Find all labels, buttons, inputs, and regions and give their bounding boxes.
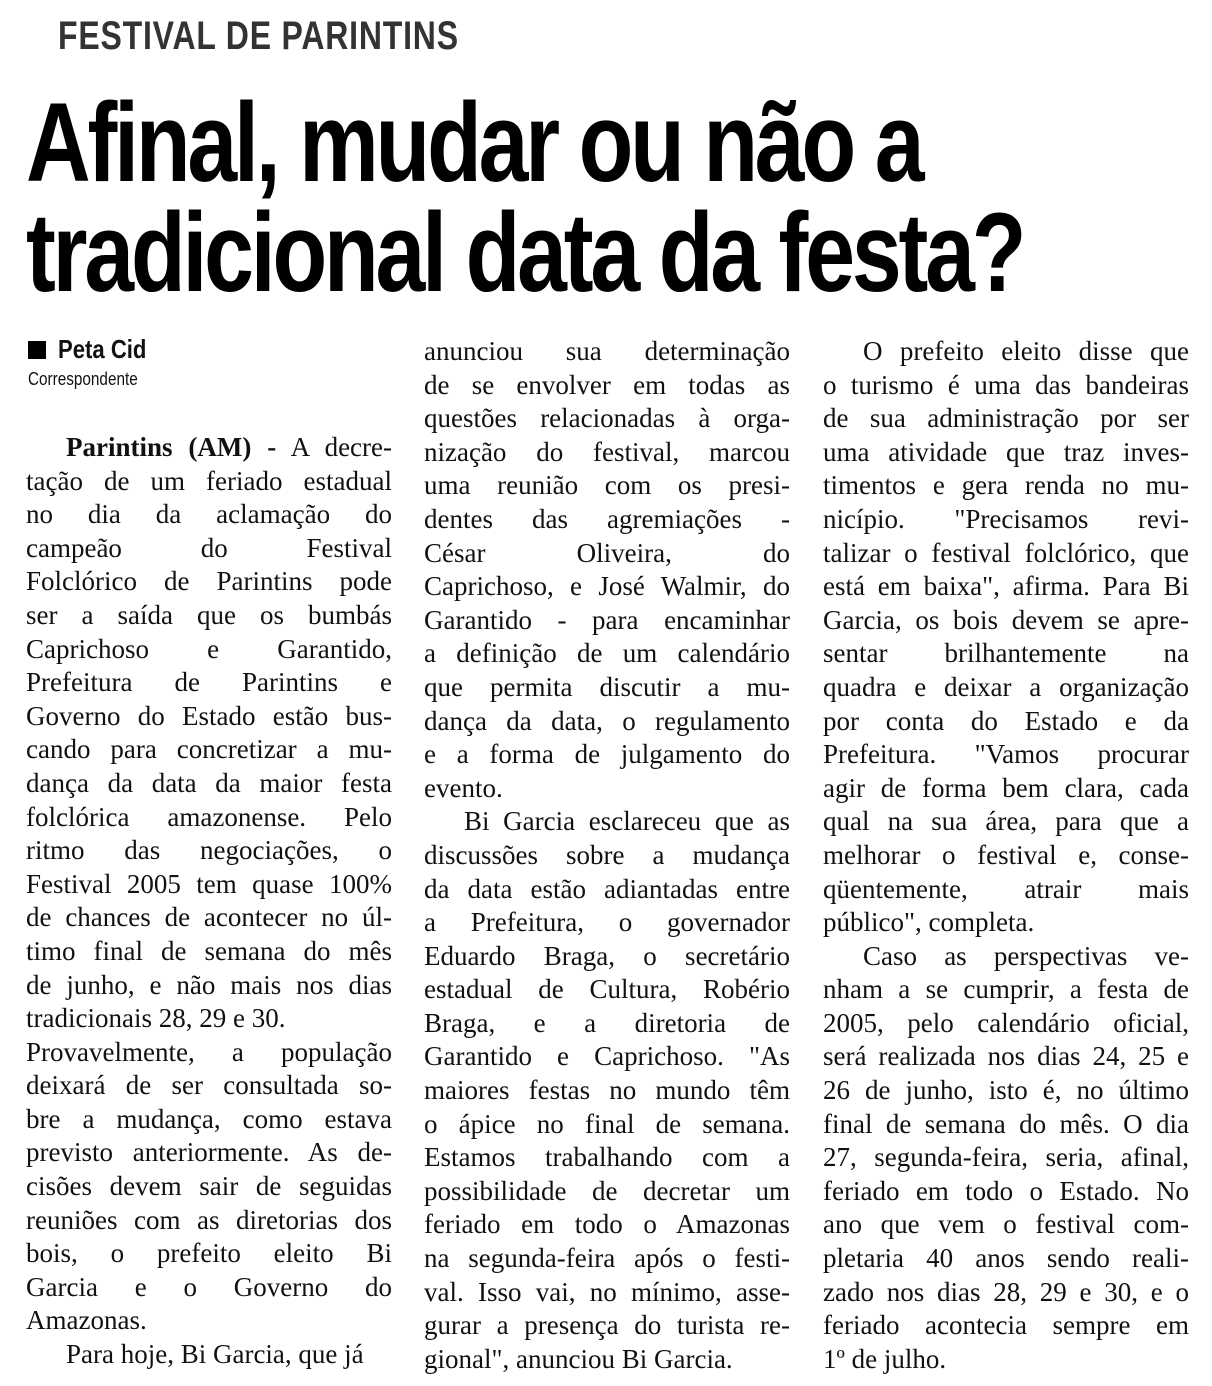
text-line: ano que vem o festival com-: [823, 1209, 1189, 1240]
text-line: e a forma de julgamento do: [424, 739, 790, 770]
text-line: Garantido e Caprichoso. "As: [424, 1041, 790, 1072]
text-line: público", completa.: [823, 907, 1035, 938]
text-line: qual na sua área, para que a: [823, 806, 1189, 837]
author-name: Peta Cid: [58, 334, 147, 364]
text-line: o ápice no final de semana.: [424, 1108, 790, 1139]
text-line: da data estão adiantadas entre: [424, 873, 790, 904]
text-line: final de semana do mês. O dia: [823, 1108, 1189, 1139]
text-line: Caprichoso, e José Walmir, do: [424, 571, 790, 602]
text-line: evento.: [424, 772, 503, 803]
text-line: ritmo das negociações, o: [26, 835, 392, 866]
article-column-1: [26, 431, 392, 1372]
text-line: Bi Garcia esclareceu que as: [464, 806, 790, 837]
text-line: nham a se cumprir, a festa de: [823, 974, 1189, 1005]
article-column-2: [424, 335, 790, 1376]
bullet-square-icon: [28, 341, 46, 359]
text-line: Estamos trabalhando com a: [424, 1142, 790, 1173]
text-line: Prefeitura de Parintins e: [26, 667, 392, 698]
text-line: gional", anunciou Bi Garcia.: [424, 1343, 733, 1374]
text-line: melhorar o festival e, conse-: [823, 839, 1189, 870]
text-line: César Oliveira, do: [424, 537, 790, 568]
text-line: tação de um feriado estadual: [26, 465, 392, 496]
text-line: previsto anteriormente. As de-: [26, 1137, 392, 1168]
text-line: Garcia, os bois devem se apre-: [823, 604, 1189, 635]
text-line: gurar a presença do turista re-: [424, 1310, 790, 1341]
text-line: val. Isso vai, no mínimo, asse-: [424, 1276, 790, 1307]
text-line: dança da data, o regulamento: [424, 705, 790, 736]
text-line: possibilidade de decretar um: [424, 1175, 790, 1206]
text-line: que permita discutir a mu-: [424, 671, 790, 702]
text-line: Festival 2005 tem quase 100%: [26, 868, 392, 899]
text-line: Para hoje, Bi Garcia, que já: [66, 1339, 364, 1370]
text-line: será realizada nos dias 24, 25 e: [823, 1041, 1189, 1072]
text-line: zado nos dias 28, 29 e 30, e o: [823, 1276, 1189, 1307]
text-line: Eduardo Braga, o secretário: [424, 940, 790, 971]
text-line: sentar brilhantemente na: [823, 638, 1189, 669]
text-line: a definição de um calendário: [424, 638, 790, 669]
text-line: folclórica amazonense. Pelo: [26, 801, 392, 832]
text-line: de sua administração por ser: [823, 403, 1189, 434]
text-line: 26 de junho, isto é, no último: [823, 1075, 1189, 1106]
byline-name-row: [28, 334, 162, 365]
text-line: Caso as perspectivas ve-: [863, 940, 1189, 971]
text-line: quadra e deixar a organização: [823, 671, 1189, 702]
text-line: a Prefeitura, o governador: [424, 907, 790, 938]
text-line: dança da data da maior festa: [26, 767, 392, 798]
text-line: Amazonas.: [26, 1305, 147, 1336]
text-line: qüentemente, atrair mais: [823, 873, 1189, 904]
text-line: timentos e gera renda no mu-: [823, 470, 1189, 501]
text-line: Caprichoso e Garantido,: [26, 633, 392, 664]
text-line: por conta do Estado e da: [823, 705, 1189, 736]
text-line: pletaria 40 anos sendo reali-: [823, 1243, 1189, 1274]
text-line: 1º de julho.: [823, 1343, 947, 1374]
text-line: discussões sobre a mudança: [424, 839, 790, 870]
text-line: bois, o prefeito eleito Bi: [26, 1238, 392, 1269]
text-line: anunciou sua determinação: [424, 336, 790, 366]
text-line: Governo do Estado estão bus-: [26, 700, 392, 731]
dateline: Parintins (AM) -: [66, 432, 277, 462]
text-line: de junho, e não mais nos dias: [26, 969, 392, 1000]
text-line: [26, 431, 392, 465]
text-line: ser a saída que os bumbás: [26, 599, 392, 630]
text-line: cisões devem sair de seguidas: [26, 1171, 392, 1202]
text-line: bre a mudança, como estava: [26, 1103, 392, 1134]
text-line: agir de forma bem clara, cada: [823, 772, 1189, 803]
article-column-3: [823, 335, 1189, 1376]
text-line: dentes das agremiações -: [424, 503, 790, 534]
text-line: de se envolver em todas as: [424, 369, 790, 400]
text-line: questões relacionadas à orga-: [424, 403, 790, 434]
section-kicker: FESTIVAL DE PARINTINS: [58, 14, 459, 58]
text-line: 27, segunda-feira, seria, afinal,: [823, 1142, 1189, 1173]
text-line: tradicionais 28, 29 e 30.: [26, 1003, 286, 1034]
text-line: Garantido - para encaminhar: [424, 604, 790, 635]
text-line: O prefeito eleito disse que: [863, 336, 1189, 366]
text-line: estadual de Cultura, Robério: [424, 974, 790, 1005]
text-line: feriado em todo o Amazonas: [424, 1209, 790, 1240]
text-line: está em baixa", afirma. Para Bi: [823, 571, 1189, 602]
text-line: de chances de acontecer no úl-: [26, 902, 392, 933]
headline-line-2: tradicional data da festa?: [26, 190, 1024, 315]
text-line: nização do festival, marcou: [424, 436, 790, 467]
text-line: nicípio. "Precisamos revi-: [823, 503, 1189, 534]
text-line-content: A decre-: [276, 432, 393, 462]
text-line: maiores festas no mundo têm: [424, 1075, 790, 1106]
text-line: reuniões com as diretorias dos: [26, 1204, 392, 1235]
text-line: Prefeitura. "Vamos procurar: [823, 739, 1189, 770]
text-line: o turismo é uma das bandeiras: [823, 369, 1189, 400]
text-line: cando para concretizar a mu-: [26, 734, 392, 765]
text-line: uma atividade que traz inves-: [823, 436, 1189, 467]
text-line: Braga, e a diretoria de: [424, 1007, 790, 1038]
text-line: uma reunião com os presi-: [424, 470, 790, 501]
headline: [26, 80, 1024, 315]
headline-line-1: Afinal, mudar ou não a: [26, 80, 922, 205]
text-line: talizar o festival folclórico, que: [823, 537, 1189, 568]
text-line: feriado em todo o Estado. No: [823, 1175, 1189, 1206]
text-line: timo final de semana do mês: [26, 935, 392, 966]
text-line: Provavelmente, a população: [26, 1036, 392, 1067]
text-line: Folclórico de Parintins pode: [26, 566, 392, 597]
byline: [28, 334, 162, 390]
text-line: campeão do Festival: [26, 532, 392, 563]
text-line: 2005, pelo calendário oficial,: [823, 1007, 1189, 1038]
text-line: no dia da aclamação do: [26, 499, 392, 530]
author-role: Correspondente: [28, 369, 138, 389]
text-line: feriado acontecia sempre em: [823, 1310, 1189, 1341]
text-line: na segunda-feira após o festi-: [424, 1243, 790, 1274]
text-line: deixará de ser consultada so-: [26, 1070, 392, 1101]
text-line: Garcia e o Governo do: [26, 1271, 392, 1302]
